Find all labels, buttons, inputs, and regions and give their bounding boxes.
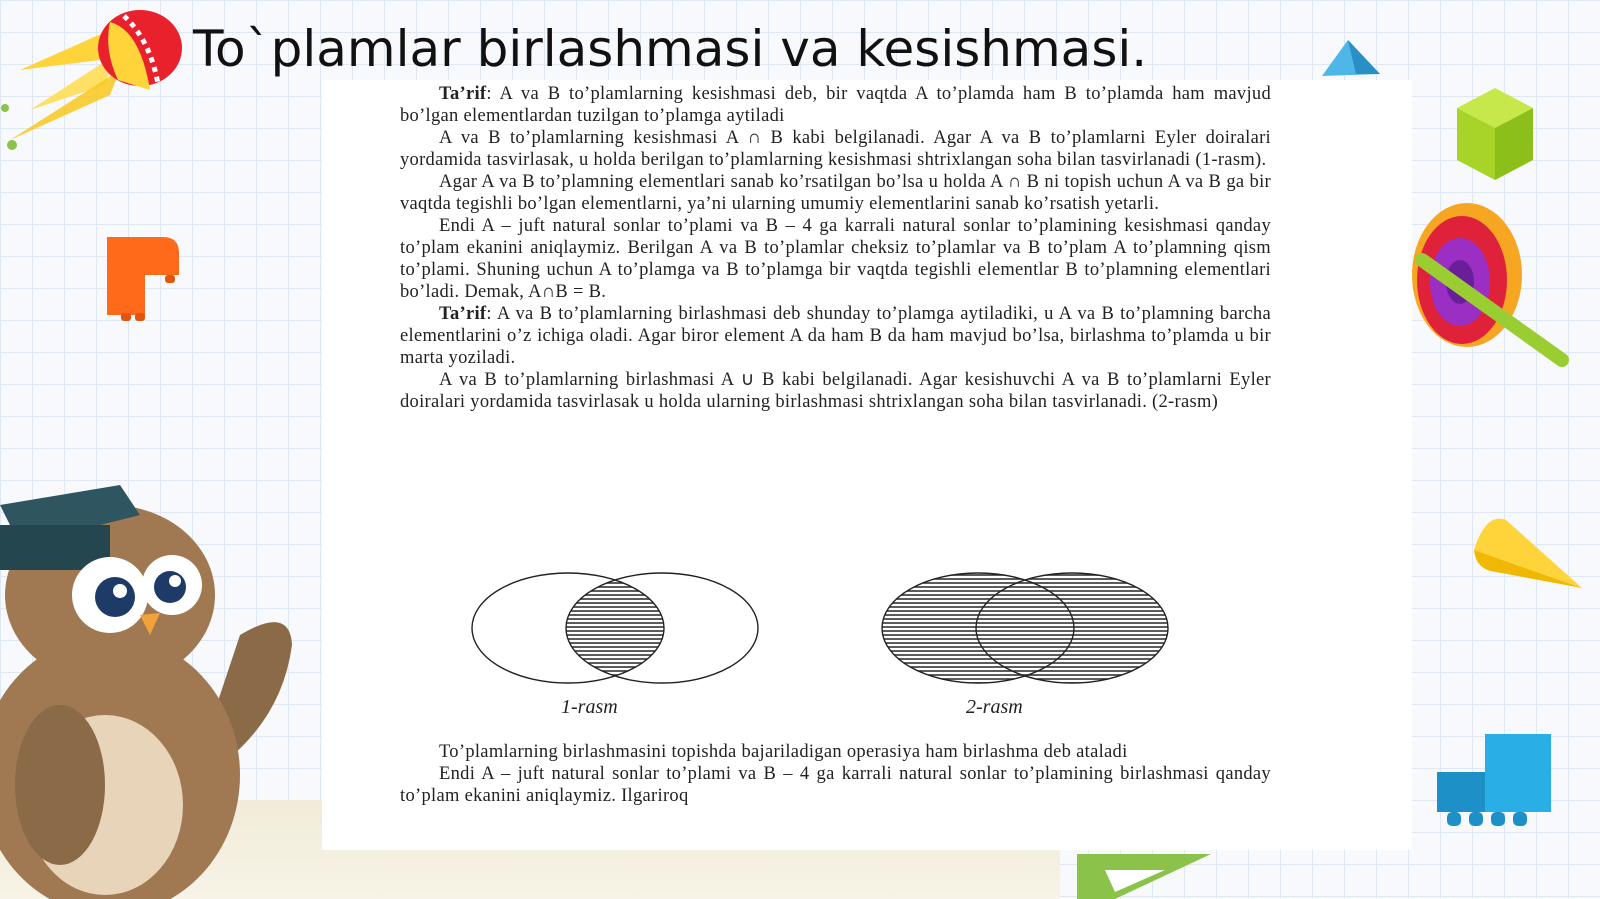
paragraph: Agar A va B to’plamning elementlari sanab ko’rsatilgan bo’lsa u holda A ∩ B ni topish uchun A va B ga bir vaqtda tegishli bo’lgan elementlarni, ya’ni ularning umumiy elementlarini sanab ko’rsatish yetarli. [400,172,1271,214]
triangle-icon [1075,852,1215,899]
cube-icon [1455,86,1535,182]
venn-union-figure [880,570,1180,688]
paragraph: A va B to’plamlarning birlashmasi A ∪ B kabi belgilanadi. Agar kesishuvchi A va B to’plamlarni Eyler doiralari yordamida tasvirlasak u holda ularning birlashmasi shtrixlangan soha bilan tasvirlanadi. (2-rasm) [400,370,1271,412]
rocket-icon [0,0,190,160]
definition-label: Ta’rif [439,84,487,104]
block-icon [105,235,185,325]
definition-text: : A va B to’plamlarning kesishmasi deb, bir vaqtda A to’plamda ham B to’plamda ham mavjud bo’lgan elementlardan tuzilgan to’plamga aytiladi [400,84,1271,126]
paragraph: Endi A – juft natural sonlar to’plami va B – 4 ga karrali natural sonlar to’plamining birlashmasi qanday to’plam ekanini aniqlaymiz. Ilgariroq [400,764,1271,806]
text-block-top [400,83,1271,413]
venn-intersection-figure [470,570,770,688]
owl-mascot-icon [0,485,300,899]
ring-icon [1412,200,1582,370]
triangle-icon [1320,38,1382,78]
paragraph: To’plamlarning birlashmasini topishda bajariladigan operasiya ham birlashma deb ataladi [439,742,1128,762]
paragraph: A va B to’plamlarning kesishmasi A ∩ B kabi belgilanadi. Agar A va B to’plamlarni Eyler doiralari yordamida tasvirlasak, u holda berilgan to’plamlarning kesishmasi shtrixlangan soha bilan tasvirlanadi (1-rasm). [400,128,1271,170]
definition-label: Ta’rif [439,304,487,324]
cone-icon [1466,510,1586,600]
slide-title: To`plamlar birlashmasi va kesishmasi. [193,20,1148,78]
paragraph: Endi A – juft natural sonlar to’plami va B – 4 ga karrali natural sonlar to’plamining kesishmasi qanday to’plam ekanini aniqlaymiz. Berilgan A va B to’plamlar cheksiz to’plamlar va B to’plam A to’plamning qism to’plami. Shuning uchun A to’plamga va B to’plamga bir vaqtda tegishli elementlar B to’plamning elementlari bo’ladi. Demak, A∩B = B. [400,216,1271,302]
block-icon [1435,732,1555,852]
figure-caption: 1-rasm [561,696,618,718]
definition-text: : A va B to’plamlarning birlashmasi deb shunday to’plamga aytiladiki, u A va B to’plamning barcha elementlarini o’z ichiga oladi. Agar biror element A da ham B da ham mavjud bo’lsa, birlashma to’plamda u bir marta yoziladi. [400,304,1271,368]
text-block-bottom [400,741,1271,807]
definition-intersection [400,83,1271,127]
definition-union [400,303,1271,369]
figure-caption: 2-rasm [966,696,1023,718]
